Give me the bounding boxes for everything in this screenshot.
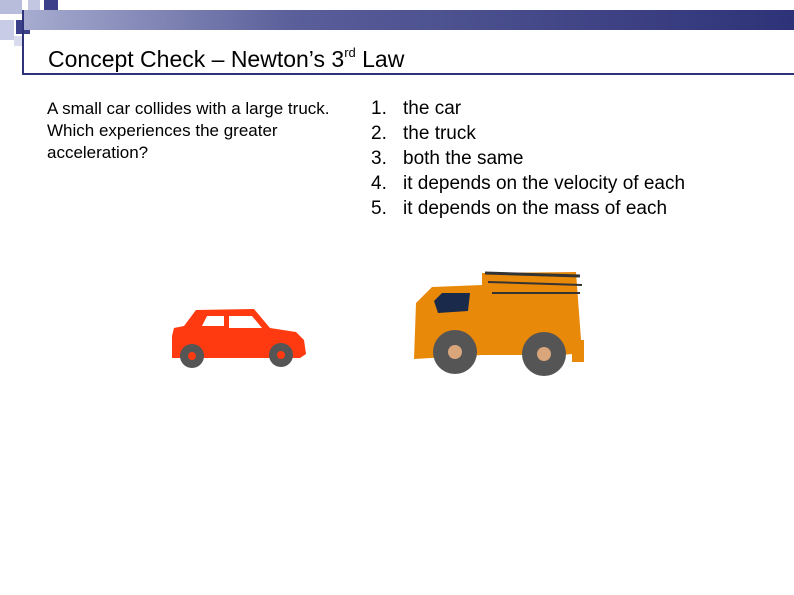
option-text: the truck bbox=[403, 123, 476, 144]
answer-option bbox=[371, 121, 685, 146]
option-number: 4. bbox=[371, 173, 387, 194]
answer-option bbox=[371, 171, 685, 196]
deco-square bbox=[14, 36, 22, 46]
answer-options bbox=[371, 96, 685, 221]
answer-option bbox=[371, 96, 685, 121]
option-number: 2. bbox=[371, 123, 387, 144]
truck-icon bbox=[412, 265, 592, 380]
option-text: it depends on the velocity of each bbox=[403, 173, 686, 194]
title-main: Concept Check – Newton’s 3 bbox=[48, 46, 345, 72]
answer-option bbox=[371, 196, 685, 221]
option-text: it depends on the mass of each bbox=[403, 198, 668, 219]
question-text: A small car collides with a large truck. Which experiences the greater acceleration? bbox=[47, 99, 330, 162]
header-left-rule bbox=[22, 10, 24, 75]
option-text: both the same bbox=[403, 148, 524, 169]
option-number: 3. bbox=[371, 148, 387, 169]
title-end: Law bbox=[355, 46, 405, 72]
slide-title bbox=[48, 45, 404, 73]
option-number: 5. bbox=[371, 198, 387, 219]
header-bar bbox=[22, 10, 794, 30]
answer-option bbox=[371, 146, 685, 171]
option-number: 1. bbox=[371, 98, 387, 119]
title-superscript: rd bbox=[344, 45, 356, 60]
deco-square bbox=[0, 20, 14, 40]
header-rule bbox=[22, 73, 794, 75]
deco-square bbox=[0, 0, 22, 14]
option-text: the car bbox=[403, 98, 462, 119]
car-icon bbox=[168, 300, 310, 372]
